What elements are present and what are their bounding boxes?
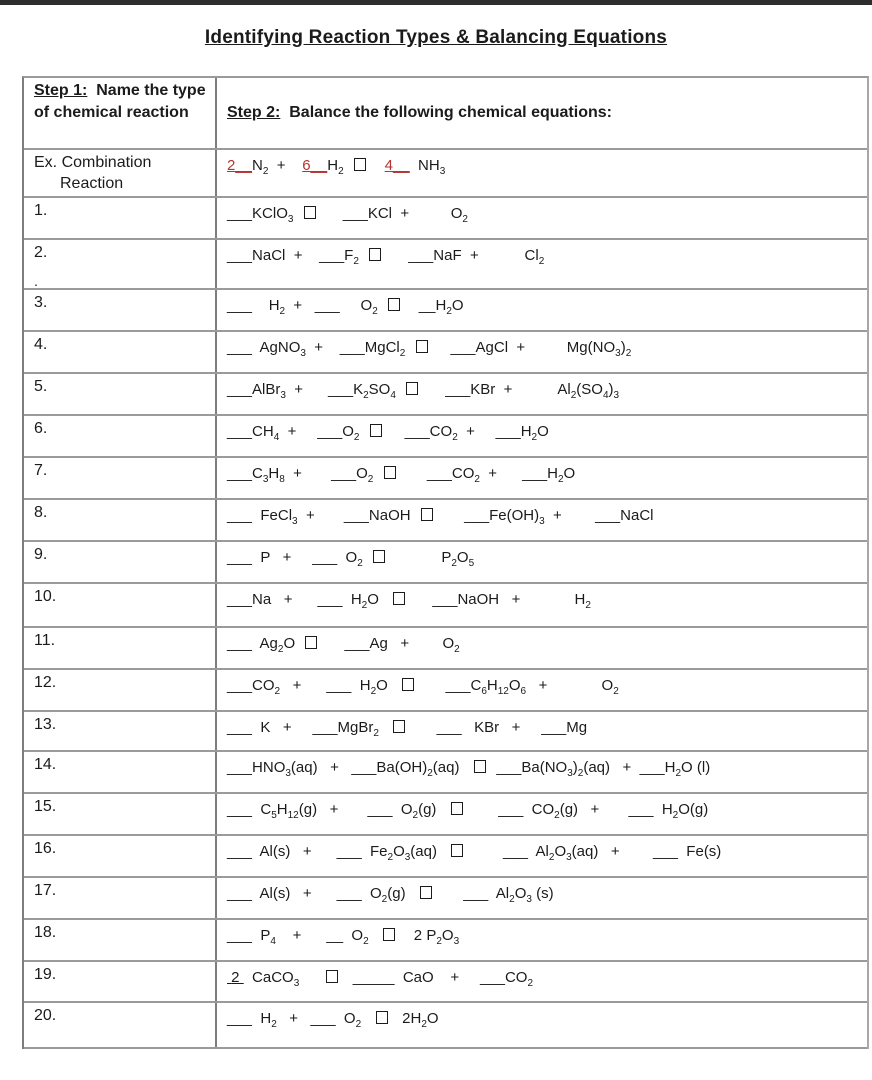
yields-box-icon <box>369 248 381 261</box>
yields-box-icon <box>420 886 432 899</box>
equation-cell: ___Na + ___ $H_2O$ ___NaOH + $H_2$ <box>227 591 591 611</box>
reaction-type-cell <box>24 878 217 918</box>
table-row <box>24 752 867 794</box>
worksheet-table <box>22 76 869 1049</box>
table-row <box>24 1003 867 1049</box>
equation-cell: ___ $C_5H_{12}(g)$ + ___ $O_2(g)$ ___ $CO_2(g)$ + ___ $H_2O(g)$ <box>227 801 709 821</box>
table-row <box>24 332 867 374</box>
row-label: 5. <box>34 378 48 395</box>
row-label: 10. <box>34 588 57 605</box>
yields-box-icon <box>451 844 463 857</box>
row-label: 7. <box>34 462 48 479</box>
table-row <box>24 416 867 458</box>
equation-cell: ___ P + ___ $O_2$ $P_2O_5$ <box>227 549 475 569</box>
top-border-bar <box>0 0 872 5</box>
reaction-type-cell <box>24 836 217 876</box>
yields-box-icon <box>373 550 385 563</box>
yields-box-icon <box>383 928 395 941</box>
reaction-type-cell <box>24 712 217 750</box>
yields-box-icon <box>406 382 418 395</box>
equation-cell: $\_\_\_C_3H_8$ + $\_\_\_O_2$ $\_\_\_CO_2$ + $\_\_\_H_2O$ <box>227 465 576 485</box>
yields-box-icon <box>304 206 316 219</box>
table-header-row <box>24 78 867 150</box>
equation-cell: ___NaCl + $\_\_\_F_2$ ___NaF + $Cl_2$ <box>227 247 545 267</box>
yields-box-icon <box>393 592 405 605</box>
reaction-type-cell <box>24 458 217 498</box>
reaction-type-cell <box>24 374 217 414</box>
table-row <box>24 712 867 752</box>
page-title: Identifying Reaction Types & Balancing Equations <box>204 27 668 48</box>
row-label: 4. <box>34 336 48 353</box>
row-label: 11. <box>34 632 56 649</box>
equation-cell: ___ AgNO$_3$ + ___MgCl$_2$ ___AgCl + $Mg(NO_3)_2$ <box>227 339 632 359</box>
reaction-type-cell <box>24 1003 217 1047</box>
reaction-type-cell <box>24 150 217 196</box>
row-label: 12. <box>34 674 57 691</box>
table-row <box>24 836 867 878</box>
table-row <box>24 628 867 670</box>
table-row <box>24 374 867 416</box>
reaction-type-cell <box>24 500 217 540</box>
equation-cell: ___ $Ag_2O$ ___Ag + $O_2$ <box>227 635 460 655</box>
equation-cell: ___AlBr$_3$ + $\_\_\_K_2SO_4$ ___KBr + $Al_2(SO_4)_3$ <box>227 381 620 401</box>
yields-box-icon <box>421 508 433 521</box>
answer-coefficient: 4__ <box>384 157 410 174</box>
equation-cell: ___ K + ___MgBr$_2$ ___ KBr + ___Mg <box>227 719 588 739</box>
reaction-type-cell <box>24 290 217 330</box>
reaction-type-cell <box>24 584 217 626</box>
table-row <box>24 198 867 240</box>
table-row <box>24 240 867 290</box>
row-label: 19. <box>34 966 57 983</box>
row-label: 17. <box>34 882 57 899</box>
equation-cell: $\_\_\_CH_4$ + $\_\_\_O_2$ $\_\_\_CO_2$ + $\_\_\_H_2O$ <box>227 423 549 443</box>
reaction-type-cell <box>24 240 217 288</box>
yields-box-icon <box>376 1011 388 1024</box>
row-label: 13. <box>34 716 57 733</box>
table-row <box>24 962 867 1003</box>
table-row <box>24 458 867 500</box>
reaction-type-cell <box>24 416 217 456</box>
table-row <box>24 150 867 198</box>
row-label: 18. <box>34 924 57 941</box>
yields-box-icon <box>451 802 463 815</box>
rows-container <box>24 150 867 1049</box>
yields-box-icon <box>384 466 396 479</box>
yields-box-icon <box>370 424 382 437</box>
row-label: 6. <box>34 420 48 437</box>
equation-cell: ___ $H_2$ + ___ $O_2$ $2H_2O$ <box>227 1010 439 1030</box>
equation-cell: $\_\_\_HNO_3(aq)$ + $\_\_\_Ba(OH)_2(aq)$ $\_\_\_Ba(NO_3)_2(aq)$ + $\_\_\_H_2O$ (l) <box>227 759 711 779</box>
row-label: 9. <box>34 546 48 563</box>
step2-text: Balance the following chemical equations: <box>280 104 612 121</box>
step1-label: Step 1: <box>34 82 88 99</box>
reaction-type-cell <box>24 332 217 372</box>
equation-cell: ___ Al(s) + ___ $Fe_2O_3(aq)$ ___ $Al_2O_3(aq)$ + ___ Fe(s) <box>227 843 722 863</box>
table-row <box>24 542 867 584</box>
table-row <box>24 670 867 712</box>
yields-box-icon <box>326 970 338 983</box>
row-label: 2. <box>34 244 48 261</box>
yields-box-icon <box>354 158 366 171</box>
reaction-type-cell <box>24 920 217 960</box>
yields-box-icon <box>305 636 317 649</box>
yields-box-icon <box>474 760 486 773</box>
equation-cell: $2\_\_N_2$ + $6\_\_H_2$ 4__ $NH_3$ <box>227 157 446 177</box>
table-row <box>24 794 867 836</box>
table-row <box>24 878 867 920</box>
row-label: 3. <box>34 294 48 311</box>
table-row <box>24 584 867 628</box>
answer-coefficient: 2__ <box>227 157 253 174</box>
reaction-type-cell <box>24 794 217 834</box>
row-label: 16. <box>34 840 57 857</box>
reaction-type-cell <box>24 542 217 582</box>
title-wrap <box>0 27 872 49</box>
step2-header-cell <box>217 78 867 148</box>
reaction-type-cell <box>24 198 217 238</box>
yields-box-icon <box>416 340 428 353</box>
table-row <box>24 290 867 332</box>
step2-label: Step 2: <box>227 104 281 121</box>
row-label: 20. <box>34 1007 57 1024</box>
table-row <box>24 920 867 962</box>
row-label: 15. <box>34 798 57 815</box>
equation-cell: ___ FeCl$_3$ + ___NaOH $\_\_\_Fe(OH)_3$ + ___NaCl <box>227 507 654 527</box>
row-label: 8. <box>34 504 48 521</box>
reaction-type-cell <box>24 752 217 792</box>
yields-box-icon <box>388 298 400 311</box>
row-label-line2: . <box>34 272 38 289</box>
row-label: 14. <box>34 756 57 773</box>
reaction-type-cell <box>24 628 217 668</box>
equation-cell: $\_\_\_CO_2$ + ___ $H_2O$ $\_\_\_C_6H_{12}O_6$ + $O_2$ <box>227 677 619 697</box>
yields-box-icon <box>393 720 405 733</box>
reaction-type-cell <box>24 670 217 710</box>
equation-cell: ___ Al(s) + ___ $O_2(g)$ ___ $Al_2O_3$ (s) <box>227 885 554 905</box>
answer-coefficient: 6__ <box>302 157 328 174</box>
answer-coefficient: 2 <box>227 969 244 986</box>
equation-cell: 2 CaCO$_3$ _____ CaO + $\_\_\_CO_2$ <box>227 969 534 989</box>
step1-header-cell <box>24 78 217 148</box>
row-label: 1. <box>34 202 48 219</box>
equation-cell: ___KClO$_3$ ___KCl + $O_2$ <box>227 205 468 225</box>
reaction-type-cell <box>24 962 217 1001</box>
table-row <box>24 500 867 542</box>
equation-cell: ___ $P_4$ + __ $O_2$ 2 $P_2O_3$ <box>227 927 460 947</box>
equation-cell: ___ $H_2$ + ___ $O_2$ $\_\_H_2O$ <box>227 297 464 317</box>
row-label: Ex. Combination <box>34 154 152 171</box>
yields-box-icon <box>402 678 414 691</box>
step1-text: Name the type of chemical reaction <box>34 82 206 121</box>
row-label-line2: Reaction <box>60 174 124 192</box>
